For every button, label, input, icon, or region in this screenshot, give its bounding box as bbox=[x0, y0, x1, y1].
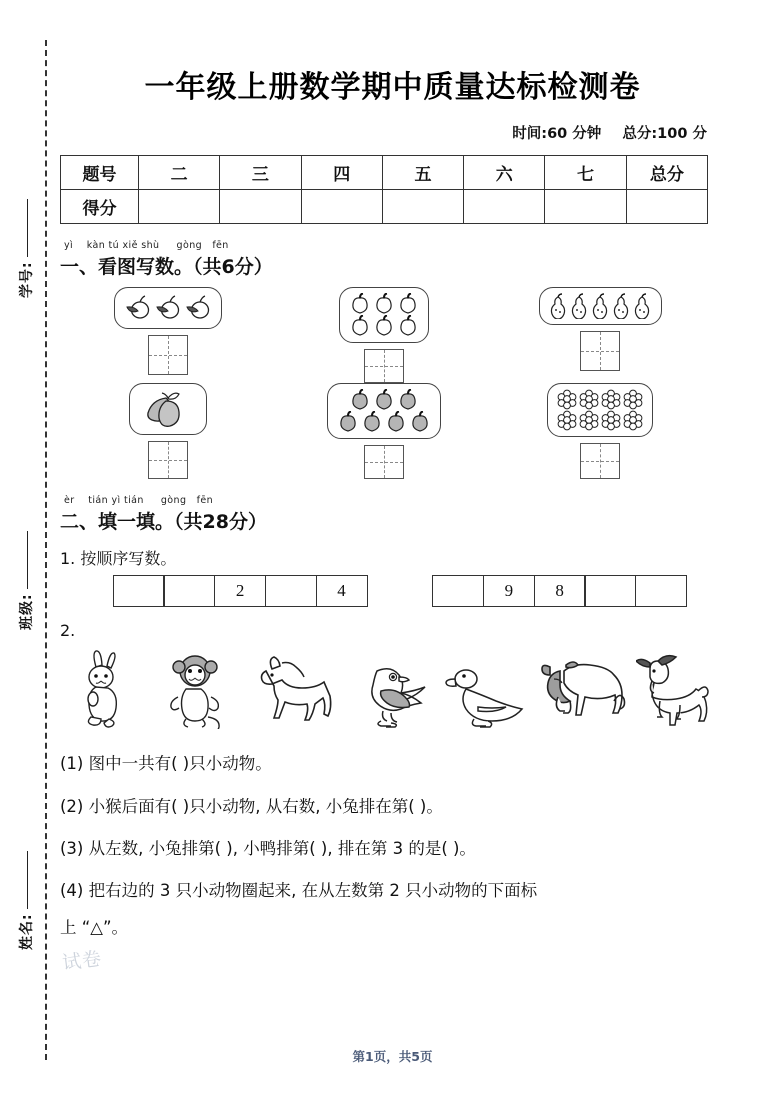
animal-item-duck bbox=[443, 663, 529, 734]
grape-icon bbox=[622, 410, 644, 431]
fruit-row bbox=[336, 389, 432, 411]
question-2-2-item-4-cont: 上 “△”。 bbox=[60, 918, 129, 938]
tomato-icon bbox=[348, 389, 372, 411]
sequence-cell[interactable] bbox=[635, 575, 687, 607]
score-table bbox=[60, 155, 708, 224]
pear-icon bbox=[590, 293, 611, 319]
goat-icon bbox=[636, 653, 716, 729]
count-group-2 bbox=[276, 287, 492, 383]
sequence-cell[interactable] bbox=[163, 575, 215, 607]
fruit-row bbox=[556, 410, 644, 431]
pear-icon bbox=[611, 293, 632, 319]
answer-grid-box[interactable] bbox=[580, 331, 620, 371]
count-group-5 bbox=[276, 383, 492, 479]
fruit-row bbox=[348, 293, 420, 315]
fruit-tray bbox=[327, 383, 441, 439]
mango-icon bbox=[138, 389, 198, 429]
cow-icon bbox=[538, 653, 630, 729]
fruit-tray bbox=[114, 287, 222, 329]
sequence-cell[interactable] bbox=[113, 575, 165, 607]
apple-icon bbox=[372, 315, 396, 337]
tomato-icon bbox=[384, 411, 408, 433]
apple-icon bbox=[348, 315, 372, 337]
score-header-cell: 五 bbox=[382, 156, 463, 190]
fruit-tray bbox=[129, 383, 207, 435]
fruit-row bbox=[556, 389, 644, 410]
answer-grid-box[interactable] bbox=[148, 335, 188, 375]
page-title: 一年级上册数学期中质量达标检测卷 bbox=[144, 70, 641, 105]
picture-count-groups bbox=[60, 287, 725, 479]
animal-item-bird bbox=[347, 657, 433, 734]
score-header-cell: 二 bbox=[139, 156, 220, 190]
pinyin-part: èr bbox=[64, 495, 75, 506]
peach-icon bbox=[123, 293, 153, 323]
question-2-1-label: 1. 按顺序写数。 bbox=[60, 549, 177, 568]
picture-row-bottom bbox=[60, 383, 725, 479]
count-group-6 bbox=[492, 383, 708, 479]
duck-icon bbox=[444, 663, 528, 729]
sequence-cell[interactable]: 4 bbox=[316, 575, 368, 607]
name-field bbox=[16, 830, 36, 950]
pinyin-part: tián yì tián bbox=[88, 495, 144, 506]
class-field bbox=[16, 510, 36, 630]
fruit-row bbox=[336, 411, 432, 433]
student-id-field bbox=[16, 178, 36, 298]
exam-time: 时间:60 分钟 bbox=[512, 126, 602, 142]
monkey-icon bbox=[162, 649, 238, 729]
section-2 bbox=[60, 495, 725, 941]
pinyin-part: gòng bbox=[176, 240, 203, 251]
score-header-cell: 七 bbox=[545, 156, 626, 190]
grape-icon bbox=[600, 389, 622, 410]
tomato-icon bbox=[408, 411, 432, 433]
score-row-label: 得分 bbox=[61, 190, 139, 224]
answer-grid-box[interactable] bbox=[580, 443, 620, 479]
student-id-rule bbox=[27, 199, 28, 257]
sequence-cell[interactable]: 9 bbox=[483, 575, 535, 607]
sequence-cell[interactable] bbox=[432, 575, 484, 607]
score-input-cell[interactable] bbox=[382, 190, 463, 224]
fruit-row bbox=[348, 315, 420, 337]
question-2-2-item-2: (2) 小猴后面有( )只小动物, 从右数, 小兔排在第( )。 bbox=[60, 796, 443, 816]
animal-strip bbox=[60, 648, 725, 734]
fruit-row bbox=[123, 293, 213, 323]
question-2-2-item-1: (1) 图中一共有( )只小动物。 bbox=[60, 754, 272, 773]
sequence-right bbox=[434, 575, 688, 607]
pear-icon bbox=[632, 293, 653, 319]
section-1 bbox=[60, 240, 725, 479]
pinyin-part: fēn bbox=[212, 240, 229, 251]
peach-icon bbox=[153, 293, 183, 323]
score-header-cell: 六 bbox=[464, 156, 545, 190]
animal-item-goat bbox=[633, 653, 719, 734]
section-1-title: 一、看图写数。（共6分） bbox=[60, 256, 273, 278]
fruit-tray bbox=[339, 287, 429, 343]
score-header-cell: 题号 bbox=[61, 156, 139, 190]
animal-item-cow bbox=[538, 653, 624, 734]
answer-grid-box[interactable] bbox=[364, 445, 404, 479]
grape-icon bbox=[622, 389, 644, 410]
sequence-gap bbox=[368, 575, 434, 607]
bird-icon bbox=[351, 657, 429, 729]
apple-icon bbox=[348, 293, 372, 315]
score-input-cell[interactable] bbox=[626, 190, 707, 224]
rabbit-icon bbox=[74, 649, 136, 729]
exam-total-score: 总分:100 分 bbox=[622, 126, 707, 142]
score-header-cell: 三 bbox=[220, 156, 301, 190]
exam-page bbox=[60, 0, 725, 1103]
animal-item-monkey bbox=[157, 649, 243, 734]
grape-icon bbox=[556, 389, 578, 410]
animal-item-rabbit bbox=[62, 649, 148, 734]
grape-icon bbox=[578, 389, 600, 410]
fruit-tray bbox=[547, 383, 653, 437]
grape-icon bbox=[556, 410, 578, 431]
score-input-cell[interactable] bbox=[301, 190, 382, 224]
animal-item-horse bbox=[252, 649, 338, 734]
question-2-2-item-4: (4) 把右边的 3 只小动物圈起来, 在从左数第 2 只小动物的下面标 bbox=[60, 880, 538, 900]
pinyin-part: yì bbox=[64, 240, 74, 251]
fold-dashed-line bbox=[45, 40, 47, 1060]
grape-icon bbox=[578, 410, 600, 431]
apple-icon bbox=[396, 315, 420, 337]
sequence-cell[interactable] bbox=[265, 575, 317, 607]
sequence-left bbox=[114, 575, 368, 607]
fruit-tray bbox=[539, 287, 662, 325]
table-row bbox=[61, 190, 708, 224]
answer-grid-box[interactable] bbox=[148, 441, 188, 479]
tomato-icon bbox=[372, 389, 396, 411]
count-group-3 bbox=[492, 287, 708, 383]
apple-icon bbox=[396, 293, 420, 315]
score-input-cell[interactable] bbox=[464, 190, 545, 224]
count-group-4 bbox=[60, 383, 276, 479]
binding-margin bbox=[0, 0, 52, 1103]
tomato-icon bbox=[336, 411, 360, 433]
answer-grid-box[interactable] bbox=[364, 349, 404, 383]
pear-icon bbox=[569, 293, 590, 319]
student-id-label: 学号: bbox=[19, 261, 35, 298]
horse-icon bbox=[252, 649, 338, 729]
question-2-2-item-3: (3) 从左数, 小兔排第( ), 小鸭排第( ), 排在第 3 的是( )。 bbox=[60, 839, 476, 859]
picture-row-top bbox=[60, 287, 725, 383]
sequence-cell[interactable] bbox=[584, 575, 636, 607]
pear-icon bbox=[548, 293, 569, 319]
page-footer: 第1页，共5页 bbox=[352, 1049, 433, 1064]
tomato-icon bbox=[360, 411, 384, 433]
watermark: 试卷 bbox=[60, 947, 104, 975]
name-label: 姓名: bbox=[19, 913, 35, 950]
count-group-1 bbox=[60, 287, 276, 383]
score-header-cell: 总分 bbox=[626, 156, 707, 190]
peach-icon bbox=[183, 293, 213, 323]
sequence-cell[interactable]: 2 bbox=[214, 575, 266, 607]
class-rule bbox=[27, 531, 28, 589]
grape-icon bbox=[600, 410, 622, 431]
exam-meta bbox=[60, 122, 725, 143]
apple-icon bbox=[372, 293, 396, 315]
class-label: 班级: bbox=[19, 593, 35, 630]
pinyin-part: gòng bbox=[160, 495, 187, 506]
tomato-icon bbox=[396, 389, 420, 411]
score-input-cell[interactable] bbox=[139, 190, 220, 224]
pinyin-part: kàn tú xiě shù bbox=[86, 240, 160, 251]
table-row bbox=[61, 156, 708, 190]
score-header-cell: 四 bbox=[301, 156, 382, 190]
name-rule bbox=[27, 851, 28, 909]
section-2-title: 二、填一填。（共28分） bbox=[60, 511, 267, 533]
number-sequences bbox=[60, 575, 725, 607]
sequence-cell[interactable]: 8 bbox=[534, 575, 586, 607]
score-input-cell[interactable] bbox=[220, 190, 301, 224]
fruit-row bbox=[548, 293, 653, 319]
question-2-2-label: 2. bbox=[60, 621, 76, 640]
fruit-row bbox=[138, 389, 198, 429]
score-input-cell[interactable] bbox=[545, 190, 626, 224]
pinyin-part: fēn bbox=[196, 495, 214, 506]
